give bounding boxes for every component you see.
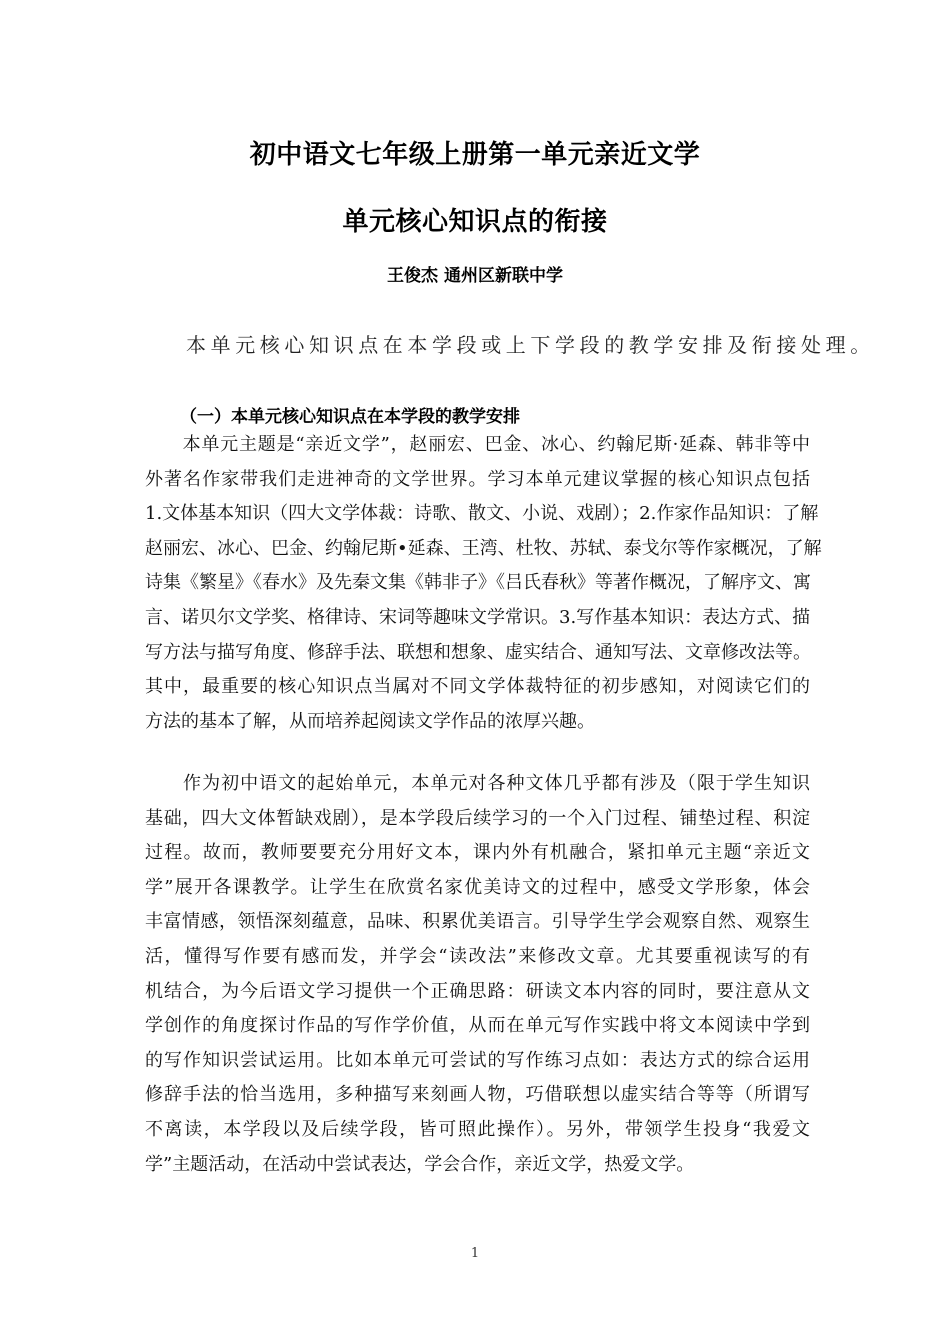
paragraph-line: 其中，最重要的核心知识点当属对不同文学体裁特征的初步感知，对阅读它们的 xyxy=(145,676,810,698)
paragraph-line: 方法的基本了解，从而培养起阅读文学作品的浓厚兴趣。 xyxy=(145,710,595,732)
paragraph-line: 学”展开各课教学。让学生在欣赏名家优美诗文的过程中，感受文学形象，体会 xyxy=(145,876,810,898)
page-number: 1 xyxy=(470,1246,480,1261)
paragraph-line: 丰富情感，领悟深刻蕴意，品味、积累优美语言。引导学生学会观察自然、观察生 xyxy=(145,911,810,933)
paragraph-line: 作为初中语文的起始单元，本单元对各种文体几乎都有涉及（限于学生知识 xyxy=(145,773,810,794)
section-heading: （一）本单元核心知识点在本学段的教学安排 xyxy=(180,407,520,427)
paragraph-line: 赵丽宏、冰心、巴金、约翰尼斯•延森、王湾、杜牧、苏轼、泰戈尔等作家概况，了解 xyxy=(145,537,822,559)
paragraph-line: 诗集《繁星》《春水》及先秦文集《韩非子》《吕氏春秋》等著作概况，了解序文、寓 xyxy=(145,572,811,594)
paragraph-line: 活，懂得写作要有感而发，并学会“读改法”来修改文章。尤其要重视读写的有 xyxy=(145,945,810,967)
paragraph-line: 言、诺贝尔文学奖、格律诗、宋词等趣味文学常识。3.写作基本知识：表达方式、描 xyxy=(145,606,811,628)
paragraph-line: 基础，四大文体暂缺戏剧），是本学段后续学习的一个入门过程、铺垫过程、积淀 xyxy=(145,807,810,829)
paragraph-line: 1.文体基本知识（四大文学体裁：诗歌、散文、小说、戏剧）；2.作家作品知识：了解 xyxy=(145,503,819,525)
document-title: 初中语文七年级上册第一单元亲近文学 xyxy=(249,140,701,170)
paragraph-line: 本单元主题是“亲近文学”，赵丽宏、巴金、冰心、约翰尼斯·延森、韩非等中 xyxy=(145,434,810,455)
paragraph-line: 外著名作家带我们走进神奇的文学世界。学习本单元建议掌握的核心知识点包括 xyxy=(145,468,810,490)
author-line: 王俊杰 通州区新联中学 xyxy=(387,266,563,286)
intro-sentence: 本单元核心知识点在本学段或上下学段的教学安排及衔接处理。 xyxy=(186,333,875,357)
paragraph-line: 过程。故而，教师要要充分用好文本，课内外有机融合，紧扣单元主题“亲近文 xyxy=(145,842,810,864)
paragraph-1 xyxy=(145,428,822,739)
document-subtitle: 单元核心知识点的衔接 xyxy=(342,207,608,237)
paragraph-2 xyxy=(145,767,810,1182)
paragraph-line: 写方法与描写角度、修辞手法、联想和想象、虚实结合、通知写法、文章修改法等。 xyxy=(145,641,811,663)
paragraph-line: 学创作的角度探讨作品的写作学价值，从而在单元写作实践中将文本阅读中学到 xyxy=(145,1015,810,1037)
paragraph-line: 修辞手法的恰当选用，多种描写来刻画人物，巧借联想以虚实结合等等（所谓写 xyxy=(145,1084,810,1106)
paragraph-line: 机结合，为今后语文学习提供一个正确思路：研读文本内容的同时，要注意从文 xyxy=(145,980,810,1002)
paragraph-line: 不离读，本学段以及后续学段，皆可照此操作）。另外，带领学生投身“我爱文 xyxy=(145,1118,810,1140)
paragraph-line: 的写作知识尝试运用。比如本单元可尝试的写作练习点如：表达方式的综合运用 xyxy=(145,1049,810,1071)
paragraph-line: 学”主题活动，在活动中尝试表达，学会合作，亲近文学，热爱文学。 xyxy=(145,1153,695,1175)
